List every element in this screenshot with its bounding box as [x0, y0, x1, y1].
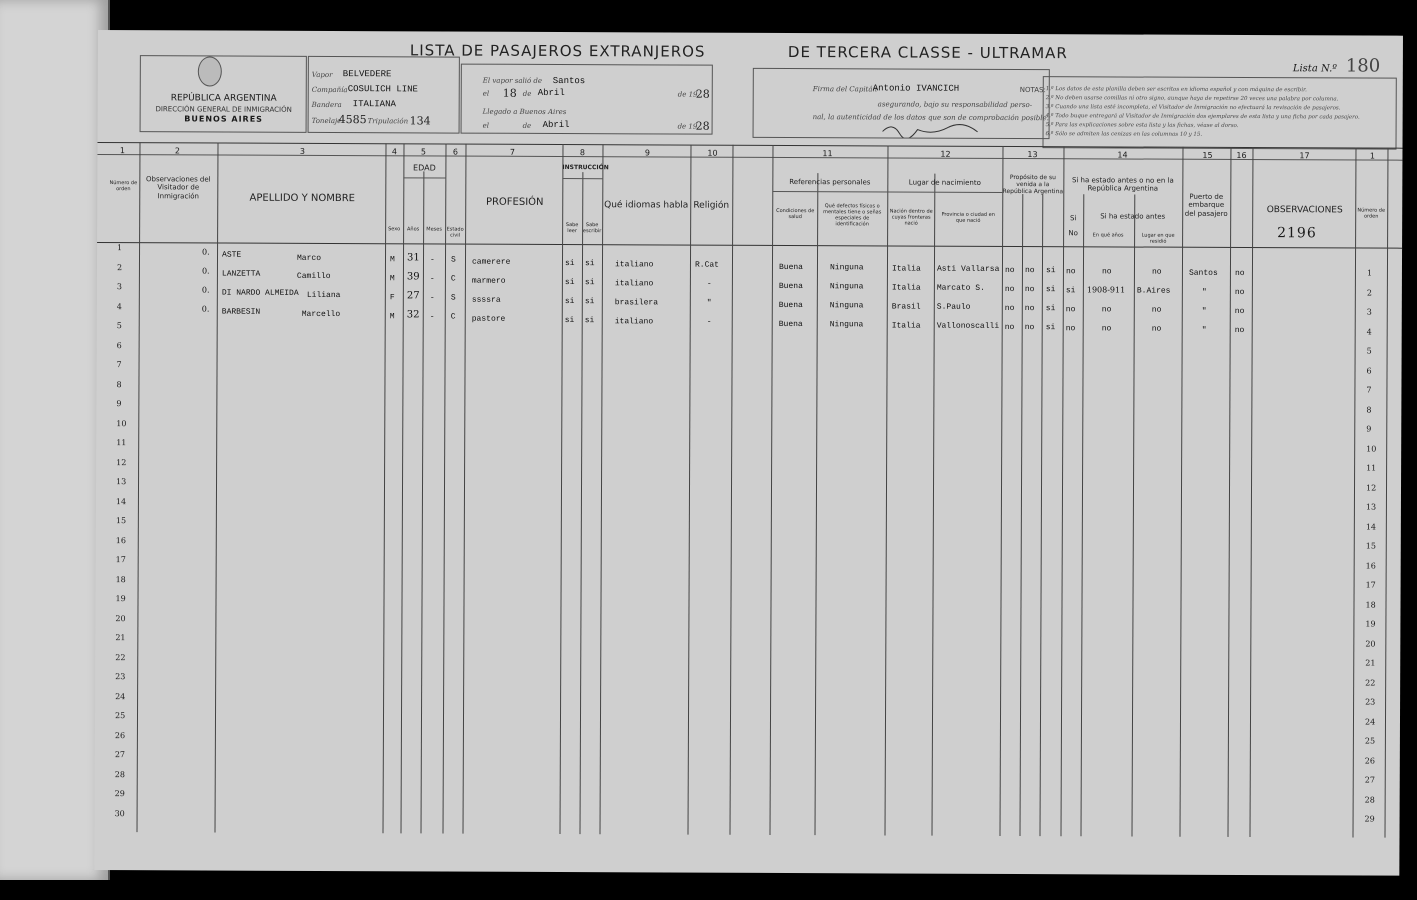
row-c16: no: [1234, 287, 1245, 298]
row-idioma: italiano: [614, 279, 654, 289]
row-anos: 27: [406, 290, 420, 302]
row-profesion: marmero: [471, 276, 506, 286]
col-divider: [1039, 194, 1043, 836]
captain-label: Firma del Capitán: [812, 85, 878, 94]
row-idioma: italiano: [614, 317, 654, 327]
row-number-right: 8: [1366, 405, 1372, 415]
row-number-right: 23: [1365, 697, 1376, 707]
row-religion: -: [706, 279, 712, 289]
row-number-right: 29: [1364, 814, 1375, 824]
row-lugar: S.Paulo: [936, 302, 971, 312]
row-p1: no: [1004, 303, 1015, 314]
colnum-6: 6: [452, 147, 459, 157]
row-lugar: Marcato S.: [936, 283, 985, 293]
row-number-left: 27: [114, 750, 126, 760]
col-divider: [1352, 147, 1356, 837]
row-number-right: 19: [1365, 619, 1376, 629]
row-profesion: ssssra: [471, 295, 501, 305]
row-escribe: si: [584, 259, 595, 269]
row-number-right: 4: [1366, 327, 1372, 337]
colnum-15: 15: [1202, 150, 1213, 160]
row-nacion: Italia: [891, 321, 921, 331]
row-nacion: Italia: [891, 283, 921, 293]
col-divider: [214, 143, 218, 833]
colnum-8: 8: [579, 148, 586, 158]
row-number-left: 19: [115, 594, 126, 604]
row-anos: 39: [406, 271, 420, 283]
anio-salida: 28: [695, 87, 710, 101]
hdr-proposito: Propósito de su venida a la República Argentina: [1002, 173, 1064, 196]
row-number-left: 1: [117, 243, 123, 253]
row-p3: si: [1045, 323, 1056, 333]
row-number-left: 22: [115, 652, 126, 662]
row-number-left: 29: [114, 789, 125, 799]
row-number-right: 16: [1365, 561, 1376, 571]
col-divider: [687, 145, 691, 835]
el-label-2: el: [482, 121, 489, 130]
row-lee: si: [564, 278, 575, 288]
row-si: si: [1065, 286, 1076, 296]
hdr-sabe-leer: Sabe leer: [565, 222, 579, 235]
col-divider: [599, 144, 603, 834]
row-p1: no: [1004, 284, 1015, 295]
colnum-7: 7: [509, 147, 516, 157]
row-defectos: Ninguna: [829, 301, 864, 311]
row-p1: no: [1004, 322, 1015, 333]
col-divider: [462, 144, 466, 834]
hdr-estado-civil: Estado civil: [446, 226, 464, 239]
hdr-observaciones: OBSERVACIONES: [1266, 205, 1343, 216]
nota-2: 2.º No deben usarse comillas ni otro signo, aunque haya de repetirse 20 veces una palabra por columna.: [1045, 95, 1339, 103]
hdr-provincia: Provincia o ciudad en que nació: [941, 211, 995, 224]
row-c16: no: [1234, 306, 1245, 317]
col-divider: [769, 145, 773, 835]
row-sexo: M: [389, 312, 395, 322]
row-number-left: 9: [116, 399, 122, 409]
row-number-left: 11: [116, 438, 127, 448]
col-divider: [1131, 195, 1135, 837]
row-number-right: 12: [1365, 483, 1377, 493]
mes-salida: Abril: [537, 87, 565, 99]
row-meses: -: [429, 293, 435, 303]
hdr-referencias: Referencias personales: [789, 178, 871, 187]
hdr-numero-orden: Número de orden: [109, 180, 138, 193]
row-p2: no: [1024, 304, 1035, 314]
row-sexo: M: [389, 274, 395, 284]
hdr-lugar-residio: Lugar en que residió: [1141, 232, 1175, 245]
compania-label: Compañía: [311, 85, 348, 95]
nota-5: 5.º Para las explicaciones sobre esta lista y las fichas, véase al dorso.: [1045, 122, 1239, 129]
row-p2: no: [1024, 323, 1035, 333]
row-number-left: 8: [116, 379, 122, 389]
bandera-value: ITALIANA: [352, 99, 396, 110]
row-puerto: ": [1201, 287, 1207, 297]
row-lee: si: [564, 297, 575, 307]
row-meses: -: [429, 255, 435, 265]
obs-number: 2196: [1277, 225, 1317, 242]
row-number-left: 5: [116, 321, 122, 331]
colnum-14: 14: [1117, 150, 1128, 160]
hdr-apellido: APELLIDO Y NOMBRE: [249, 192, 356, 205]
row-lugar-antes: B.Aires: [1136, 286, 1171, 296]
hdr-edad: EDAD: [413, 163, 436, 173]
row-si: no: [1065, 324, 1076, 334]
instruccion-underline: [562, 178, 602, 179]
row-sexo: M: [389, 255, 395, 265]
row-number-left: 18: [115, 574, 126, 584]
row-puerto: ": [1201, 306, 1207, 316]
row-apellido: BARBESIN: [221, 307, 261, 317]
row-salud: Buena: [778, 319, 803, 330]
colnum-17: 17: [1299, 151, 1310, 161]
row-number-left: 3: [116, 282, 122, 292]
header-bottom-line: [97, 242, 1402, 249]
row-profesion: pastore: [471, 314, 506, 324]
row-c16: no: [1234, 325, 1245, 336]
authority-line3: BUENOS AIRES: [184, 114, 263, 124]
col-divider: [1060, 146, 1064, 836]
row-p2: no: [1024, 285, 1035, 295]
hdr-nacion: Nación dentro de cuyas fronteras nació: [889, 208, 933, 227]
row-c16: no: [1234, 268, 1245, 279]
row-religion: R.Cat: [694, 260, 720, 270]
row-number-left: 4: [116, 301, 122, 311]
row-number-right: 3: [1366, 307, 1372, 317]
row-number-right: 27: [1364, 775, 1375, 785]
row-number-left: 21: [115, 633, 126, 643]
row-number-right: 22: [1365, 678, 1376, 688]
row-anos: 31: [406, 252, 420, 264]
row-number-left: 16: [115, 535, 126, 545]
salio-label: El vapor salió de: [482, 76, 543, 85]
vapor-value: BELVEDERE: [342, 69, 392, 80]
row-number-left: 10: [116, 418, 127, 428]
row-number-right: 7: [1366, 385, 1372, 395]
colnum-10: 10: [707, 148, 718, 158]
hdr-meses: Meses: [426, 226, 442, 233]
row-mark: 0.: [202, 247, 210, 257]
col-divider: [729, 145, 733, 835]
row-defectos: Ninguna: [829, 320, 864, 330]
row-religion: ": [706, 298, 712, 308]
row-mark: 0.: [201, 304, 210, 314]
row-meses: -: [429, 274, 435, 284]
del-label-2: de 19: [677, 122, 698, 131]
row-profesion: camerere: [471, 257, 511, 267]
nota-1: 1.º Los datos de esta planilla deben ser escritos en idioma español y con máquina de escribir.: [1045, 86, 1307, 94]
row-number-right: 24: [1364, 717, 1376, 727]
colnum-16: 16: [1236, 150, 1247, 161]
row-puerto: Santos: [1188, 268, 1218, 278]
authority-line1: REPÚBLICA ARGENTINA: [170, 93, 277, 104]
hdr-anos: Años: [406, 226, 420, 233]
puerto-salida: Santos: [552, 75, 586, 87]
row-nombre: Marco: [296, 253, 322, 263]
row-escribe: si: [584, 297, 595, 307]
llegado-label: Llegado a Buenos Aires: [482, 107, 567, 117]
row-civil: C: [450, 274, 456, 284]
col-divider: [999, 146, 1003, 836]
row-religion: -: [706, 317, 712, 327]
row-number-right: 28: [1364, 795, 1375, 805]
row-anos-antes: no: [1101, 324, 1112, 334]
row-civil: C: [450, 312, 456, 322]
hdr-defectos: Qué defectos físicos o mentales tiene o señas especiales de identificación: [823, 203, 882, 228]
notas-label: NOTAS:: [1019, 86, 1046, 95]
col-divider: [1227, 147, 1231, 837]
col-divider: [814, 173, 818, 835]
col-divider: [137, 142, 141, 832]
hdr-sexo: Sexo: [388, 226, 401, 233]
row-lee: si: [564, 316, 575, 326]
title-left: LISTA DE PASAJEROS EXTRANJEROS: [409, 41, 706, 61]
lista-number: 180: [1345, 55, 1381, 77]
bandera-label: Bandera: [311, 100, 342, 110]
hdr-religion: Religión: [693, 200, 730, 211]
tripulacion-value: 134: [409, 114, 431, 128]
tonelaje-value: 4585: [338, 113, 367, 127]
tonelaje-label: Tonelaje: [311, 116, 342, 126]
row-idioma: brasilera: [614, 298, 659, 308]
row-number-left: 25: [114, 711, 126, 721]
hdr-observaciones-visitador: Observaciones del Visitador de Inmigración: [146, 175, 211, 201]
row-number-left: 12: [116, 457, 127, 467]
voyage-box: [461, 64, 713, 135]
col-divider: [400, 143, 404, 833]
row-number-left: 30: [114, 808, 125, 818]
row-number-left: 28: [114, 769, 125, 779]
colnum-1: 1: [119, 146, 126, 156]
el-label: el: [482, 89, 490, 98]
row-civil: S: [450, 293, 456, 303]
row-p3: si: [1045, 266, 1056, 276]
col-divider: [420, 171, 424, 833]
colnum-12: 12: [940, 149, 951, 159]
de-label-2: de: [522, 121, 532, 130]
row-lugar-antes: no: [1151, 305, 1162, 315]
row-si: no: [1065, 305, 1076, 315]
captain-text2: nal, la autenticidad de los datos que son de comprobación posible.: [812, 113, 1049, 123]
row-number-left: 23: [115, 672, 126, 682]
col-divider: [442, 144, 446, 834]
row-number-right: 10: [1366, 444, 1377, 454]
row-anos-antes: no: [1101, 267, 1112, 277]
row-anos: 32: [406, 309, 420, 321]
row-number-right: 6: [1366, 366, 1372, 376]
row-salud: Buena: [778, 300, 803, 311]
row-lugar-antes: no: [1151, 324, 1162, 334]
row-number-left: 14: [115, 496, 127, 506]
row-apellido: ASTE: [221, 250, 242, 260]
row-number-left: 6: [116, 340, 122, 350]
row-nombre: Liliana: [306, 290, 341, 301]
row-number-left: 7: [116, 360, 122, 370]
hdr-numero-orden-right: Número de orden: [1357, 207, 1386, 220]
row-number-right: 15: [1365, 541, 1376, 551]
row-si: no: [1065, 267, 1076, 277]
row-salud: Buena: [778, 281, 803, 292]
row-mark: 0.: [201, 266, 210, 276]
facing-page: [0, 0, 110, 880]
col-divider: [1384, 148, 1388, 838]
row-nombre: Camillo: [296, 271, 331, 282]
col-divider: [1080, 194, 1084, 836]
row-number-right: 5: [1366, 346, 1372, 356]
coat-of-arms-icon: [198, 56, 222, 86]
row-number-right: 26: [1364, 756, 1376, 766]
row-number-right: 2: [1366, 288, 1372, 298]
tripulacion-label: Tripulación: [367, 117, 409, 126]
row-nacion: Brasil: [891, 302, 921, 312]
row-mark: 0.: [201, 285, 210, 295]
row-number-left: 17: [115, 555, 126, 565]
hdr-no: No: [1068, 229, 1078, 238]
row-anos-antes: no: [1101, 305, 1112, 315]
col-divider: [382, 143, 386, 833]
passenger-list-sheet: [94, 30, 1403, 876]
nota-4: 4.º Todo buque entregará al Visitador de Inmigración dos ejemplares de esta lista y una ficha por cada pasajero.: [1045, 113, 1360, 121]
colnum-9: 9: [644, 148, 651, 158]
row-nacion: Italia: [891, 264, 921, 274]
row-lugar: Asti Vallarsa: [936, 264, 1000, 274]
hdr-en-que-anos: En qué años: [1092, 232, 1124, 239]
row-puerto: ": [1201, 325, 1207, 335]
de-label: de: [522, 89, 532, 98]
row-defectos: Ninguna: [829, 282, 864, 292]
lista-label: Lista N.º: [1292, 63, 1337, 75]
row-number-left: 24: [115, 691, 126, 701]
col-divider: [1179, 147, 1183, 837]
row-number-right: 18: [1365, 600, 1376, 610]
row-p2: no: [1024, 266, 1035, 276]
row-number-left: 20: [115, 613, 126, 623]
hdr-puerto-embarque: Puerto de embarque del pasajero: [1184, 192, 1228, 218]
col-divider: [1249, 147, 1253, 837]
row-meses: -: [429, 312, 435, 322]
colnum-3: 3: [299, 146, 306, 156]
row-number-right: 25: [1364, 736, 1376, 746]
nota-3: 3.º Cuando una lista esté incompleta, el Visitador de Inmigración no efectuará la revisación de pasajeros.: [1045, 104, 1341, 112]
row-lee: si: [564, 259, 575, 269]
compania-value: COSULICH LINE: [347, 84, 418, 95]
row-civil: S: [450, 255, 456, 265]
row-apellido: DI NARDO ALMEIDA: [221, 288, 299, 298]
hdr-lugar-nacimiento: Lugar de nacimiento: [908, 178, 981, 187]
vapor-label: Vapor: [311, 70, 333, 80]
row-number-right: 1: [1366, 268, 1373, 278]
anio-llegada: 28: [695, 119, 710, 133]
hdr-idiomas: Qué idiomas habla: [604, 200, 689, 211]
row-defectos: Ninguna: [829, 263, 864, 273]
colnum-13: 13: [1027, 150, 1038, 160]
edad-underline: [403, 177, 445, 178]
row-lugar: Vallonoscalli: [936, 321, 1000, 331]
row-anos-antes: 1908-911: [1086, 285, 1126, 295]
dia-salida: 18: [502, 86, 517, 100]
captain-text1: asegurando, bajo su responsabilidad perso-: [877, 100, 1033, 110]
col-divider: [1019, 194, 1023, 836]
row-number-left: 2: [116, 262, 123, 272]
row-number-right: 14: [1365, 522, 1377, 532]
row-p3: si: [1045, 304, 1056, 314]
row-escribe: si: [584, 316, 595, 326]
row-idioma: italiano: [614, 260, 654, 270]
row-salud: Buena: [778, 262, 804, 273]
hdr-profesion: PROFESIÓN: [485, 196, 544, 208]
row-number-left: 26: [114, 730, 126, 740]
row-number-left: 13: [116, 477, 127, 487]
mes-llegada: Abril: [542, 119, 570, 131]
hdr-si-ha-estado: Si ha estado antes: [1100, 212, 1166, 221]
hdr-ha-estado: Si ha estado antes o no en la República Argentina: [1071, 176, 1174, 194]
row-number-left: 15: [115, 516, 127, 526]
hdr-condiciones-salud: Condiciones de salud: [776, 207, 815, 221]
colnum-1-right: 1: [1369, 151, 1376, 161]
col-divider: [579, 172, 583, 834]
del-label: de 19: [677, 90, 698, 99]
colnum-11: 11: [822, 149, 833, 159]
authority-line2: DIRECCIÓN GENERAL DE INMIGRACIÓN: [155, 105, 292, 114]
row-number-right: 21: [1365, 658, 1376, 668]
colnum-4: 4: [391, 147, 398, 157]
row-sexo: F: [389, 293, 395, 303]
captain-name: Antonio IVANCICH: [872, 83, 960, 94]
row-lugar-antes: no: [1151, 267, 1162, 277]
row-number-right: 9: [1366, 424, 1372, 434]
row-apellido: LANZETTA: [221, 269, 261, 279]
row-p3: si: [1045, 285, 1056, 295]
hdr-si: Si: [1069, 214, 1077, 223]
row-escribe: si: [584, 278, 595, 288]
col-divider: [884, 145, 888, 835]
title-right: DE TERCERA CLASSE - ULTRAMAR: [787, 43, 1068, 63]
hdr-instruccion: INSTRUCCIÓN: [562, 164, 609, 172]
row-number-right: 13: [1365, 502, 1377, 512]
row-p1: no: [1004, 265, 1015, 276]
row-nombre: Marcello: [301, 309, 341, 320]
colnum-5: 5: [420, 147, 427, 157]
nota-6: 6.º Sólo se admiten las cenizas en las columnas 10 y 15.: [1045, 131, 1203, 138]
row-number-right: 11: [1366, 463, 1377, 473]
row-number-right: 17: [1365, 580, 1376, 590]
captain-signature: [878, 121, 988, 137]
hdr-sabe-escribir: Sabe escribir: [582, 222, 602, 235]
col-divider: [931, 174, 935, 836]
colnum-2: 2: [174, 146, 181, 156]
col-divider: [559, 144, 563, 834]
row-number-right: 20: [1365, 639, 1376, 649]
